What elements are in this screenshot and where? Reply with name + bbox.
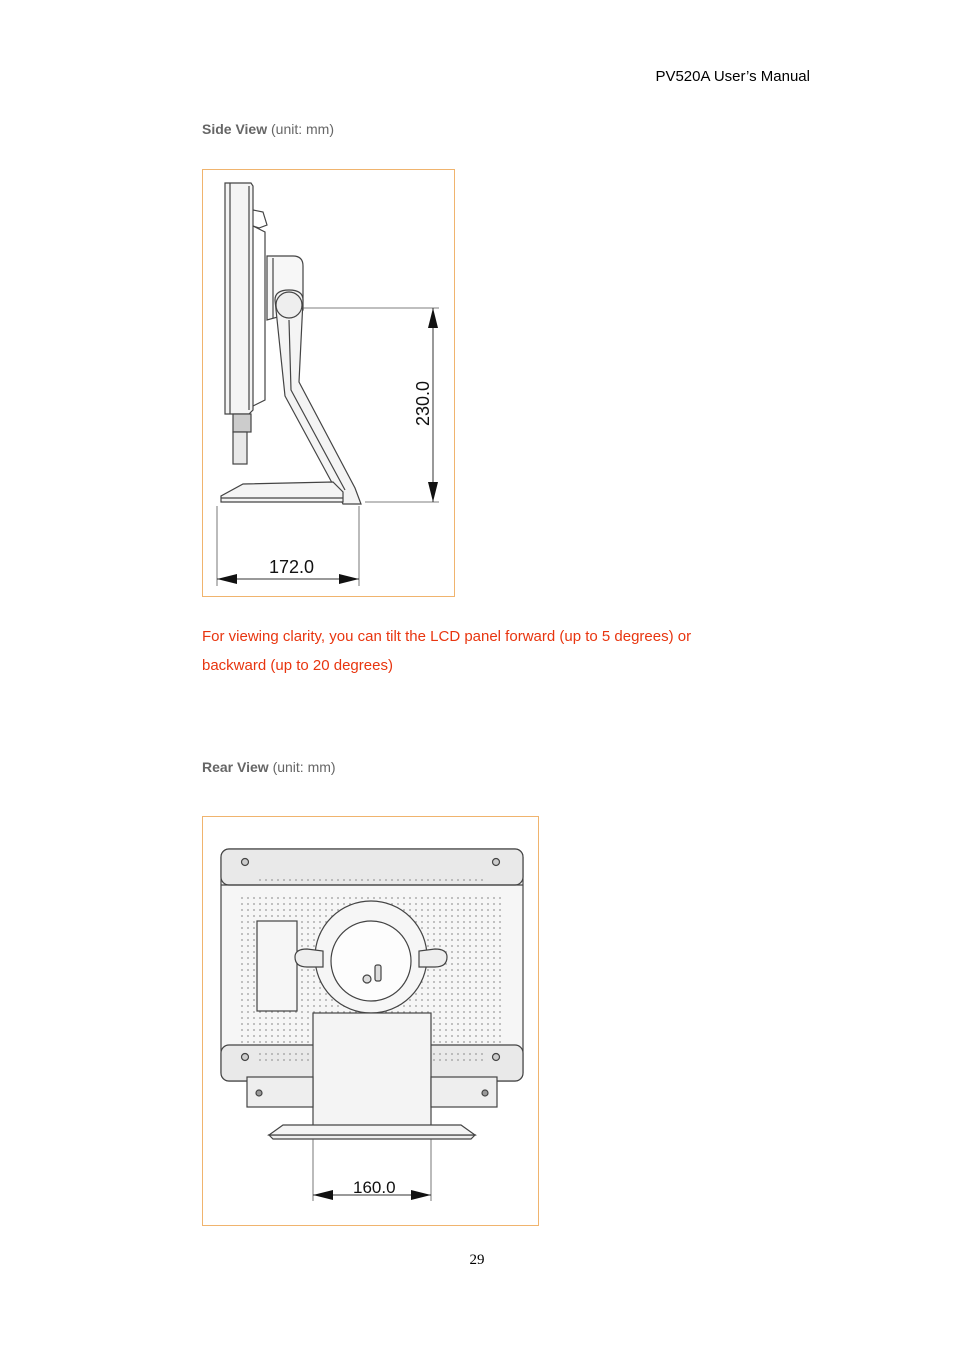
side-view-heading-unit: (unit: mm) (271, 121, 334, 137)
side-view-depth-dimension: 172.0 (269, 557, 315, 577)
tilt-note-line-1: For viewing clarity, you can tilt the LCD panel forward (up to 5 degrees) or (202, 628, 692, 645)
tilt-note-line-2: backward (up to 20 degrees) (202, 657, 393, 674)
side-view-figure (202, 169, 455, 597)
rear-view-heading-bold: Rear View (202, 759, 269, 775)
side-view-drawing (203, 170, 454, 596)
rear-view-heading-unit: (unit: mm) (272, 759, 336, 775)
rear-view-base-width-dimension: 160.0 (353, 1178, 396, 1197)
tilt-note (202, 622, 762, 680)
manual-title: PV520A User’s Manual (655, 68, 810, 85)
side-view-heading-bold: Side View (202, 121, 268, 137)
rear-view-heading (202, 759, 336, 775)
rear-view-drawing (203, 817, 538, 1225)
rear-view-figure (202, 816, 539, 1226)
side-view-heading (202, 121, 334, 137)
page-number: 29 (469, 1252, 485, 1268)
side-view-height-dimension: 230.0 (413, 380, 433, 426)
